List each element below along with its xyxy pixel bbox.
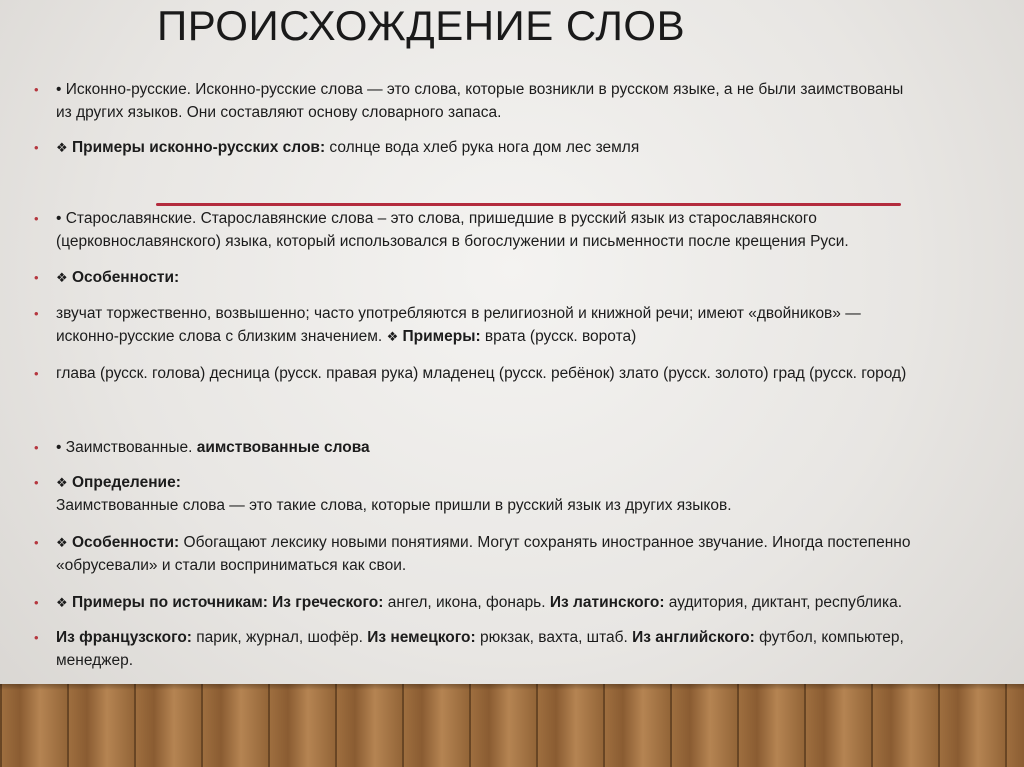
bullet-icon: • [34, 211, 39, 226]
bullet-icon: • [34, 595, 39, 610]
paragraph-sources-more: • Из французского: парик, журнал, шофёр. Из немецкого: рюкзак, вахта, штаб. Из английского: футбол, компьютер, менеджер. [36, 626, 996, 672]
paragraph-line: • Старославянские. Старославянские слова – это слова, пришедшие в русский язык из старославянского [56, 210, 817, 227]
bullet-icon: • [34, 535, 39, 550]
paragraph-line: Заимствованные слова — это такие слова, которые пришли в русский язык из других языков. [56, 497, 732, 514]
source-label-english: Из английского: [632, 629, 755, 646]
features-label: Особенности: [71, 534, 180, 551]
bullet-icon: • [34, 475, 39, 490]
diamond-icon: ❖ [56, 475, 68, 490]
source-label-german: Из немецкого: [367, 629, 476, 646]
paragraph-line: • Исконно-русские. Исконно-русские слова — это слова, которые возникли в русском языке, а не были заимствованы [56, 81, 904, 98]
definition-label: Определение: [71, 474, 181, 491]
bullet-icon: • [34, 140, 39, 155]
diamond-icon: ❖ [56, 595, 68, 610]
diamond-icon: ❖ [386, 329, 399, 344]
paragraph-line: менеджер. [56, 652, 134, 669]
diamond-icon: ❖ [56, 535, 68, 550]
diamond-icon: ❖ [56, 270, 68, 285]
examples-label: Примеры: [398, 328, 481, 345]
source-label-latin: Из латинского: [549, 594, 665, 611]
examples-label: Примеры исконно-русских слов: [71, 139, 326, 156]
slide-title: ПРОИСХОЖДЕНИЕ СЛОВ [157, 2, 686, 49]
paragraph-native-russian [36, 78, 996, 124]
bullet-icon: • [34, 82, 39, 97]
borrowed-label: аимствованные слова [196, 439, 370, 456]
paragraph-line: из других языков. Они составляют основу словарного запаса. [56, 104, 502, 121]
paragraph-line: звучат торжественно, возвышенно; часто употребляются в религиозной и книжной речи; имеют «двойников» — [56, 305, 861, 322]
paragraph-borrowed: • • Заимствованные. аимствованные слова [36, 436, 996, 459]
bullet-icon: • [34, 306, 39, 321]
examples-text: солнце вода хлеб рука нога дом лес земля [325, 139, 640, 156]
paragraph-line: глава (русск. голова) десница (русск. правая рука) младенец (русск. ребёнок) злато (русск. золото) град (русск. город) [56, 365, 907, 382]
diamond-icon: ❖ [56, 140, 68, 155]
bullet-icon: • [34, 630, 39, 645]
red-divider [156, 203, 901, 206]
source-label-french: Из французского: [56, 629, 192, 646]
bullet-icon: • [34, 270, 39, 285]
paragraph-line: (церковнославянского) языка, который использовался в богослужении и письменности после крещения Руси. [56, 233, 849, 250]
paragraph-slavonic-examples [36, 362, 996, 385]
paragraph-borrowed-features: • ❖ Особенности: Обогащают лексику новыми понятиями. Могут сохранять иностранное звучание. Иногда постепенно «обрусевали» и стали восприниматься как свои. [36, 531, 996, 577]
features-label: Особенности: [71, 269, 180, 286]
paragraph-definition [36, 471, 996, 517]
bullet-icon: • [34, 366, 39, 381]
paragraph-sources: • ❖ Примеры по источникам: Из греческого: ангел, икона, фонарь. Из латинского: аудитория, диктант, республика. [36, 591, 996, 614]
paragraph-old-slavonic [36, 207, 996, 253]
paragraph-features-text: • звучат торжественно, возвышенно; часто употребляются в религиозной и книжной речи; имеют «двойников» — исконно-русские слова с близким значением. ❖ Примеры: врата (русск. ворота) [36, 302, 996, 348]
paragraph-line: «обрусевали» и стали восприниматься как свои. [56, 557, 407, 574]
paragraph-features-heading [36, 266, 996, 289]
source-label-greek: Примеры по источникам: Из греческого: [71, 594, 384, 611]
bullet-icon: • [34, 440, 39, 455]
paragraph-native-examples [36, 136, 996, 159]
wooden-floor-decoration [0, 684, 1024, 767]
